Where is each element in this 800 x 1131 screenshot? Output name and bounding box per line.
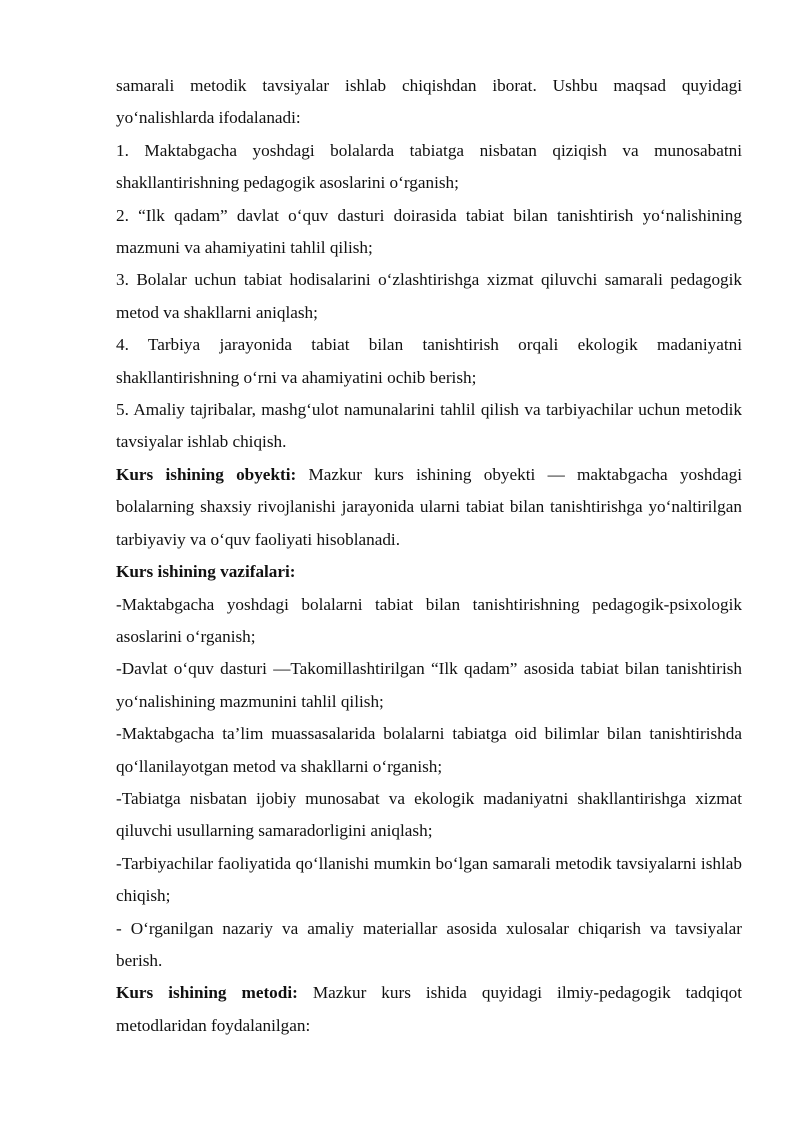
object-text: Mazkur kurs ishining obyekti — maktabgacha yoshdagi bolalarning shaxsiy rivojlanishi jarayonida ularni tabiat bilan tanishtirishga yo‘naltirilgan tarbiyaviy va o‘quv faoliyati hisoblanadi.	[116, 464, 743, 549]
intro-paragraph: samarali metodik tavsiyalar ishlab chiqishdan iborat. Ushbu maqsad quyidagi yo‘nalishlarda ifodalanadi:	[116, 76, 742, 128]
object-paragraph	[116, 459, 742, 556]
goal-item-1: 1. Maktabgacha yoshdagi bolalarda tabiatga nisbatan qiziqish va munosabatni shakllantirishning pedagogik asoslarini o‘rganish;	[116, 140, 742, 193]
task-item-2: -Davlat o‘quv dasturi —Takomillashtirilgan “Ilk qadam” asosida tabiat bilan tanishtirish yo‘nalishining mazmunini tahlil qilish;	[116, 659, 742, 711]
task-item-5: -Tarbiyachilar faoliyatida qo‘llanishi mumkin bo‘lgan samarali metodik tavsiyalarni ishlab chiqish;	[116, 853, 742, 906]
task-item-4: -Tabiatga nisbatan ijobiy munosabat va ekologik madaniyatni shakllantirishga xizmat qiluvchi usullarning samaradorligini aniqlash;	[116, 788, 742, 841]
object-heading: Kurs ishining obyekti:	[116, 464, 297, 484]
method-paragraph	[116, 977, 742, 1042]
goal-item-3: 3. Bolalar uchun tabiat hodisalarini o‘zlashtirishga xizmat qiluvchi samarali pedagogik metod va shakllarni aniqlash;	[116, 270, 742, 322]
task-item-6: - O‘rganilgan nazariy va amaliy materiallar asosida xulosalar chiqarish va tavsiyalar berish.	[116, 918, 742, 970]
goal-item-2: 2. “Ilk qadam” davlat o‘quv dasturi doirasida tabiat bilan tanishtirish yo‘nalishining mazmuni va ahamiyatini tahlil qilish;	[116, 205, 742, 258]
goal-item-4: 4. Tarbiya jarayonida tabiat bilan tanishtirish orqali ekologik madaniyatni shakllantirishning o‘rni va ahamiyatini ochib berish;	[116, 335, 742, 387]
goal-item-5: 5. Amaliy tajribalar, mashg‘ulot namunalarini tahlil qilish va tarbiyachilar uchun metodik tavsiyalar ishlab chiqish.	[116, 400, 742, 452]
task-item-1: -Maktabgacha yoshdagi bolalarni tabiat bilan tanishtirishning pedagogik-psixologik asoslarini o‘rganish;	[116, 594, 742, 646]
tasks-heading: Kurs ishining vazifalari:	[116, 562, 296, 582]
method-text: Mazkur kurs ishida quyidagi ilmiy-pedagogik tadqiqot metodlaridan foydalanilgan:	[116, 983, 742, 1035]
method-heading: Kurs ishining metodi:	[116, 983, 298, 1003]
document-page	[116, 70, 742, 1042]
task-item-3: -Maktabgacha ta’lim muassasalarida bolalarni tabiatga oid bilimlar bilan tanishtirishda qo‘llanilayotgan metod va shakllarni o‘rganish;	[116, 724, 742, 776]
